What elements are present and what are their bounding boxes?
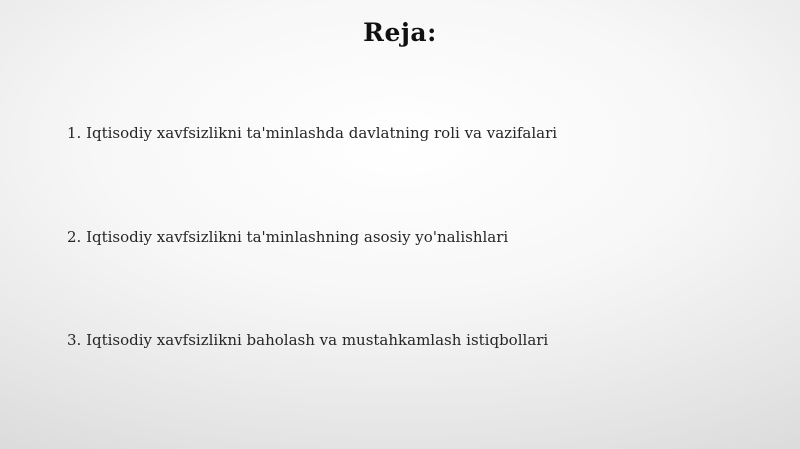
plan-item-1: 1. Iqtisodiy xavfsizlikni ta'minlashda davlatning roli va vazifalari xyxy=(67,124,558,142)
plan-item-3: 3. Iqtisodiy xavfsizlikni baholash va mustahkamlash istiqbollari xyxy=(67,331,549,349)
plan-item-2: 2. Iqtisodiy xavfsizlikni ta'minlashning asosiy yo'nalishlari xyxy=(67,228,509,246)
slide-title: Reja: xyxy=(363,18,437,47)
